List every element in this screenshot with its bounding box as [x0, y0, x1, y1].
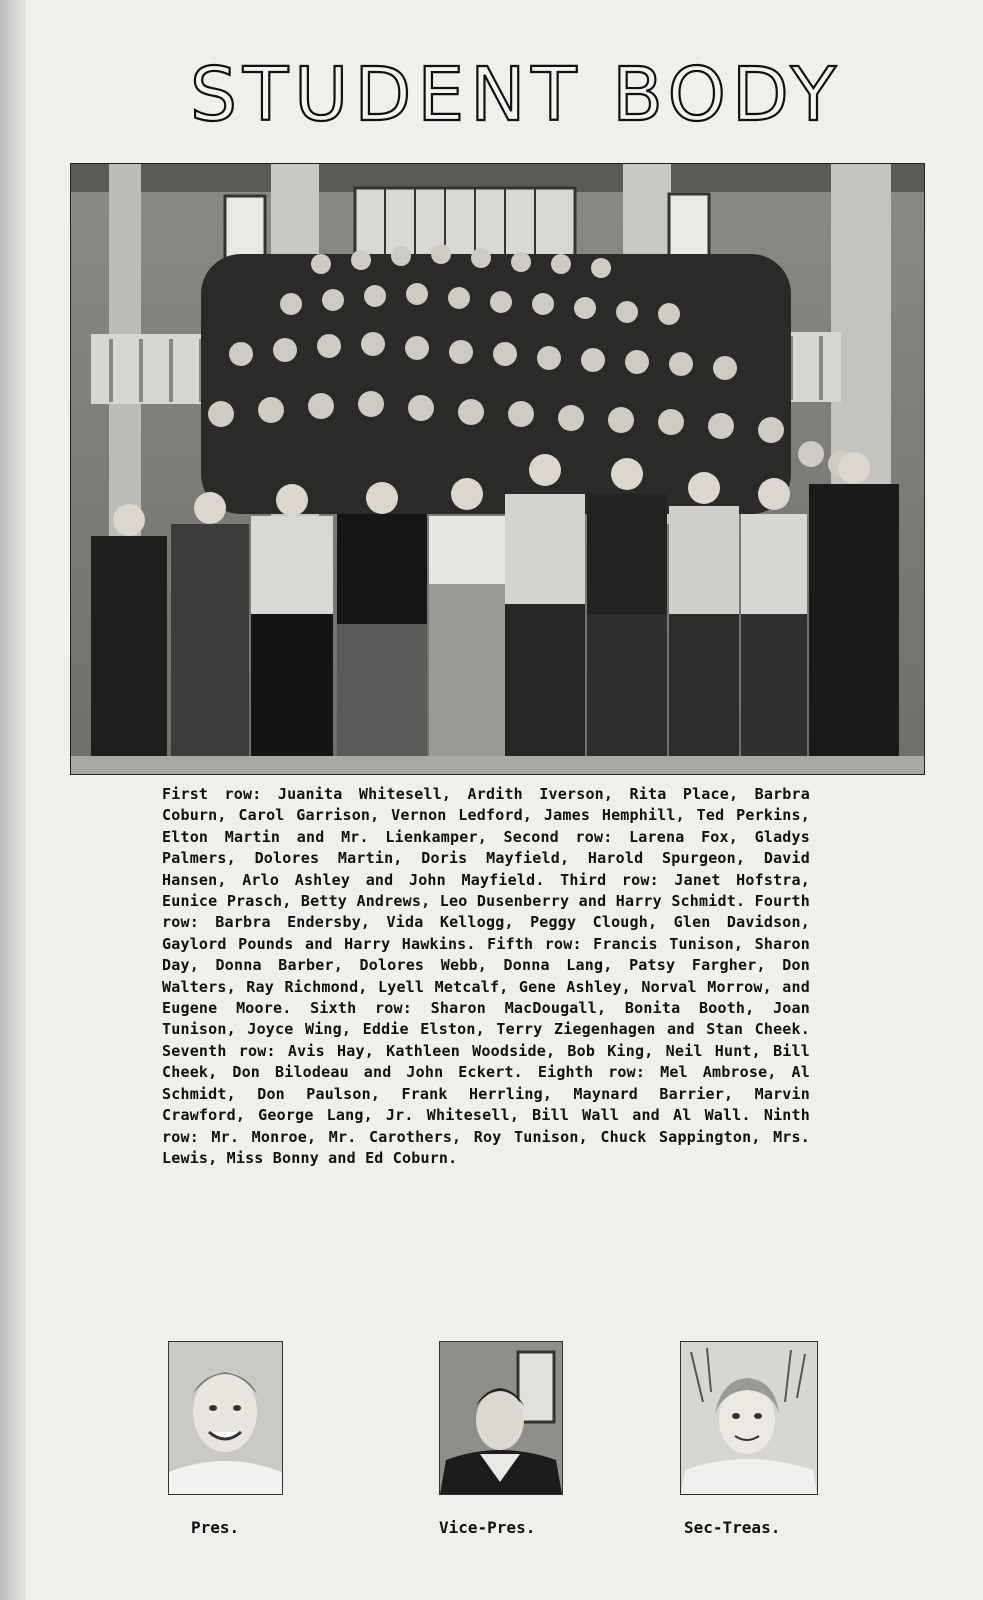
group-photo-image [71, 164, 924, 774]
group-photo-caption: First row: Juanita Whitesell, Ardith Iverson, Rita Place, Barbra Coburn, Carol Garrison, Vernon Ledford, James Hemphill, Ted Perkins, Elton Martin and Mr. Lienkamper, Second row: Larena Fox, Gladys Palmers, Dolores Martin, Doris Mayfield, Harold Spurgeon, David Hansen, Arlo Ashley and John Mayfield. Third row: Janet Hofstra, Eunice Prasch, Betty Andrews, Leo Dusenberry and Harry Schmidt. Fourth row: Barbra Endersby, Vida Kellogg, Peggy Clough, Glen Davidson, Gaylord Pounds and Harry Hawkins. Fifth row: Francis Tunison, Sharon Day, Donna Barber, Dolores Webb, Donna Lang, Patsy Fargher, Don Walters, Ray Richmond, Lyell Metcalf, Gene Ashley, Norval Morrow, and Eugene Moore. Sixth row: Sharon MacDougall, Bonita Booth, Joan Tunison, Joyce Wing, Eddie Elston, Terry Ziegenhagen and Stan Cheek. Seventh row: Avis Hay, Kathleen Woodside, Bob King, Neil Hunt, Bill Cheek, Don Bilodeau and John Eckert. Eighth row: Mel Ambrose, Al Schmidt, Don Paulson, Frank Herrling, Maynard Barrier, Marvin Crawford, George Lang, Jr. Whitesell, Bill Wall and Al Wall. Ninth row: Mr. Monroe, Mr. Carothers, Roy Tunison, Chuck Sappington, Mrs. Lewis, Miss Bonny and Ed Coburn. [162, 785, 810, 1167]
president-portrait [168, 1341, 283, 1495]
secretary-treasurer-portrait [680, 1341, 818, 1495]
vice-president-label: Vice-Pres. [439, 1518, 536, 1537]
president-label: Pres. [191, 1518, 240, 1537]
page-title: STUDENT BODY [190, 52, 843, 138]
vice-president-portrait [439, 1341, 563, 1495]
page-binding-shadow [0, 0, 26, 1600]
secretary-treasurer-label: Sec-Treas. [684, 1518, 781, 1537]
group-photo [70, 163, 925, 775]
